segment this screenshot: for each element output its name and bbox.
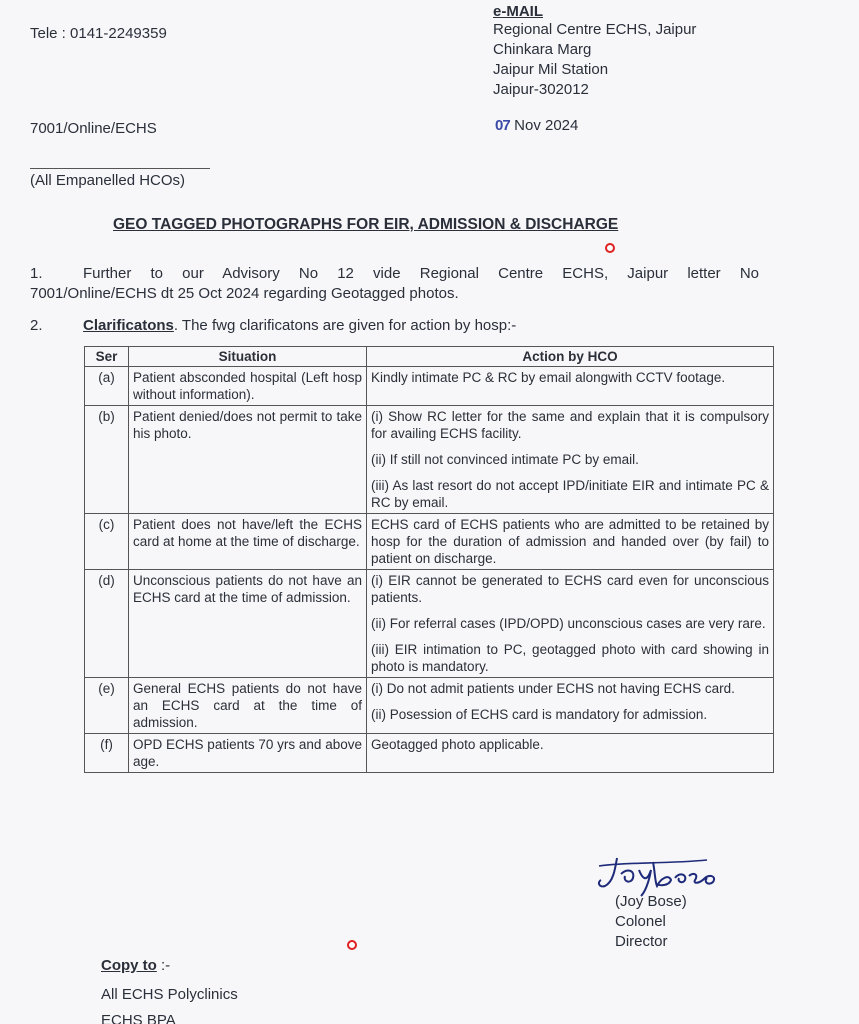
row-ser: (d) (85, 570, 129, 678)
email-label: e-MAIL (493, 3, 543, 20)
row-situation: Patient denied/does not permit to take his photo. (129, 406, 367, 514)
row-action (367, 678, 774, 734)
action-item: (i) Show RC letter for the same and explain that it is compulsory for availing ECHS facility. (371, 409, 769, 441)
row-situation: Unconscious patients do not have an ECHS card at the time of admission. (129, 570, 367, 678)
table-row (85, 367, 774, 406)
address-line-1: Regional Centre ECHS, Jaipur (493, 21, 697, 38)
addressee: (All Empanelled HCOs) (30, 172, 186, 189)
address-line-2: Chinkara Marg (493, 41, 592, 58)
row-action (367, 367, 774, 406)
header-ser: Ser (85, 347, 129, 367)
row-ser: (e) (85, 678, 129, 734)
row-ser: (b) (85, 406, 129, 514)
para-1-line-1: Further to our Advisory No 12 vide Regional Centre ECHS, Jaipur letter No (83, 265, 759, 282)
row-ser: (c) (85, 514, 129, 570)
para-2-text (83, 317, 516, 334)
row-action (367, 734, 774, 773)
action-item: Kindly intimate PC & RC by email alongwith CCTV footage. (371, 370, 726, 385)
address-line-4: Jaipur-302012 (493, 81, 589, 98)
action-item: (iii) EIR intimation to PC, geotagged photo with card showing in photo is mandatory. (371, 642, 769, 674)
row-action (367, 514, 774, 570)
copy-to-item: ECHS BPA (101, 1012, 176, 1024)
row-situation: Patient does not have/left the ECHS card at home at the time of discharge. (129, 514, 367, 570)
clarifications-table (84, 346, 774, 773)
table-row (85, 678, 774, 734)
copy-to-suffix: :- (156, 957, 171, 974)
signatory-designation: Director (615, 933, 668, 950)
action-item: Geotagged photo applicable. (371, 737, 544, 752)
red-mark (347, 940, 357, 950)
para-2-number: 2. (30, 317, 43, 334)
action-item: (ii) Posession of ECHS card is mandatory for admission. (371, 707, 708, 722)
row-action (367, 406, 774, 514)
copy-to-label: Copy to (101, 957, 157, 974)
row-situation: Patient absconded hospital (Left hosp without information). (129, 367, 367, 406)
table-row (85, 570, 774, 678)
address-line-3: Jaipur Mil Station (493, 61, 609, 78)
date-stamp: 07 (495, 117, 510, 134)
table-row (85, 406, 774, 514)
copy-to-heading (101, 957, 170, 974)
signatory-name: (Joy Bose) (615, 893, 687, 910)
letter-date (495, 117, 578, 135)
reference-number: 7001/Online/ECHS (30, 120, 157, 137)
subject-heading: GEO TAGGED PHOTOGRAPHS FOR EIR, ADMISSION & DISCHARGE (113, 216, 619, 233)
signatory-rank: Colonel (615, 913, 666, 930)
table-row (85, 514, 774, 570)
action-item: (i) Do not admit patients under ECHS not having ECHS card. (371, 681, 735, 696)
addressee-divider (30, 168, 210, 169)
red-mark (605, 243, 615, 253)
copy-to-item: All ECHS Polyclinics (101, 986, 238, 1003)
row-situation: OPD ECHS patients 70 yrs and above age. (129, 734, 367, 773)
para-1-line-2: 7001/Online/ECHS dt 25 Oct 2024 regarding Geotagged photos. (30, 285, 459, 302)
para-1-number: 1. (30, 265, 43, 282)
action-item: (ii) If still not convinced intimate PC by email. (371, 452, 639, 467)
date-month-year: Nov 2024 (514, 117, 579, 134)
table-row (85, 734, 774, 773)
para-2-heading: Clarificatons (83, 317, 174, 334)
row-ser: (f) (85, 734, 129, 773)
action-item: ECHS card of ECHS patients who are admitted to be retained by hosp for the duration of admission and handed over (by fail) to patient on discharge. (371, 517, 769, 566)
telephone-number: Tele : 0141-2249359 (30, 25, 167, 42)
table-header-row (85, 347, 774, 367)
header-action: Action by HCO (367, 347, 774, 367)
header-situation: Situation (129, 347, 367, 367)
para-2-body: . The fwg clarificatons are given for action by hosp:- (173, 317, 517, 334)
row-action (367, 570, 774, 678)
action-item: (iii) As last resort do not accept IPD/initiate EIR and intimate PC & RC by email. (371, 478, 769, 510)
row-ser: (a) (85, 367, 129, 406)
action-item: (ii) For referral cases (IPD/OPD) unconscious cases are very rare. (371, 616, 766, 631)
row-situation: General ECHS patients do not have an ECHS card at the time of admission. (129, 678, 367, 734)
action-item: (i) EIR cannot be generated to ECHS card even for unconscious patients. (371, 573, 769, 605)
